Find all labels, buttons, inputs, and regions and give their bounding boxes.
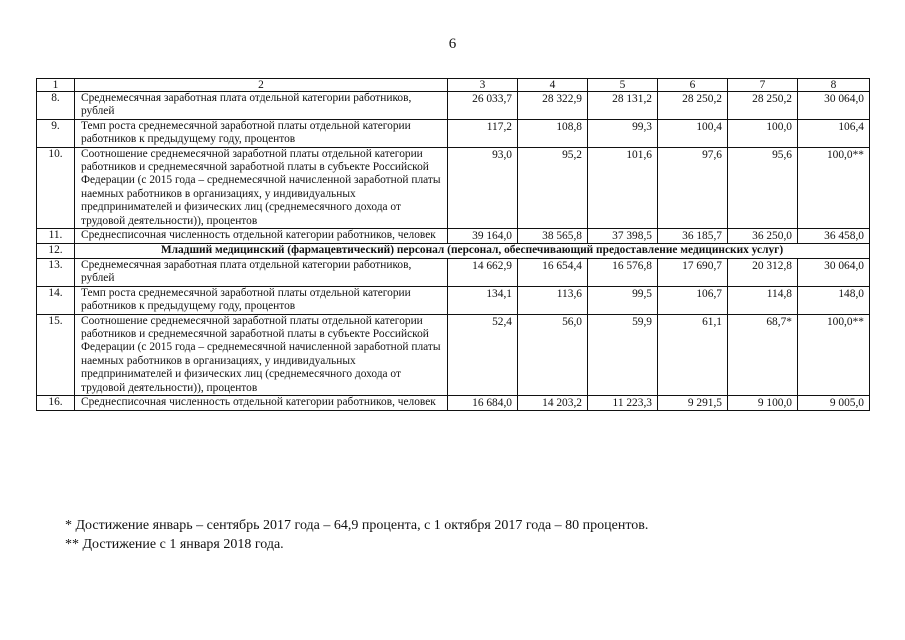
row-number: 9. xyxy=(37,119,75,147)
value-cell: 36 185,7 xyxy=(658,229,728,244)
value-cell: 56,0 xyxy=(518,314,588,395)
value-cell: 28 322,9 xyxy=(518,92,588,120)
row-number: 10. xyxy=(37,147,75,228)
footnotes xyxy=(65,516,648,554)
value-cell: 39 164,0 xyxy=(448,229,518,244)
value-cell: 148,0 xyxy=(798,286,870,314)
page-number: 6 xyxy=(448,36,457,52)
header-row xyxy=(37,79,870,92)
value-cell: 114,8 xyxy=(728,286,798,314)
value-cell: 14 662,9 xyxy=(448,258,518,286)
section-row xyxy=(37,244,870,258)
value-cell: 99,3 xyxy=(588,119,658,147)
table-row xyxy=(37,119,870,147)
table-row xyxy=(37,147,870,228)
value-cell: 97,6 xyxy=(658,147,728,228)
header-cell: 2 xyxy=(75,79,448,92)
header-cell: 5 xyxy=(588,79,658,92)
value-cell: 11 223,3 xyxy=(588,395,658,410)
row-number: 16. xyxy=(37,395,75,410)
row-description: Темп роста среднемесячной заработной платы отдельной категории работников к предыдущему году, процентов xyxy=(75,119,448,147)
value-cell: 93,0 xyxy=(448,147,518,228)
row-number: 14. xyxy=(37,286,75,314)
row-description: Темп роста среднемесячной заработной платы отдельной категории работников к предыдущему году, процентов xyxy=(75,286,448,314)
value-cell: 9 100,0 xyxy=(728,395,798,410)
value-cell: 20 312,8 xyxy=(728,258,798,286)
value-cell: 68,7* xyxy=(728,314,798,395)
value-cell: 37 398,5 xyxy=(588,229,658,244)
value-cell: 28 250,2 xyxy=(658,92,728,120)
value-cell: 108,8 xyxy=(518,119,588,147)
header-cell: 8 xyxy=(798,79,870,92)
value-cell: 99,5 xyxy=(588,286,658,314)
row-number: 8. xyxy=(37,92,75,120)
value-cell: 36 458,0 xyxy=(798,229,870,244)
table-row xyxy=(37,92,870,120)
value-cell: 30 064,0 xyxy=(798,258,870,286)
table-row xyxy=(37,258,870,286)
row-description: Соотношение среднемесячной заработной платы отдельной категории работников и среднемесячной заработной платы в субъекте Российской Федерации (с 2015 года – среднемесячной начисленной заработной платы наемных работников в организациях, у индивидуальных предпринимателей и физических лиц (среднемесячного дохода от трудовой деятельности)), процентов xyxy=(75,314,448,395)
row-description: Соотношение среднемесячной заработной платы отдельной категории работников и среднемесячной заработной платы в субъекте Российской Федерации (с 2015 года – среднемесячной начисленной заработной платы наемных работников в организациях, у индивидуальных предпринимателей и физических лиц (среднемесячного дохода от трудовой деятельности)), процентов xyxy=(75,147,448,228)
value-cell: 100,4 xyxy=(658,119,728,147)
value-cell: 134,1 xyxy=(448,286,518,314)
value-cell: 100,0 xyxy=(728,119,798,147)
value-cell: 16 654,4 xyxy=(518,258,588,286)
value-cell: 28 131,2 xyxy=(588,92,658,120)
section-heading: Младший медицинский (фармацевтический) персонал (персонал, обеспечивающий предоставление медицинских услуг) xyxy=(75,244,870,258)
value-cell: 59,9 xyxy=(588,314,658,395)
footnote: ** Достижение с 1 января 2018 года. xyxy=(65,537,284,552)
value-cell: 16 684,0 xyxy=(448,395,518,410)
row-number: 11. xyxy=(37,229,75,244)
row-number: 13. xyxy=(37,258,75,286)
header-cell: 4 xyxy=(518,79,588,92)
value-cell: 101,6 xyxy=(588,147,658,228)
row-number: 15. xyxy=(37,314,75,395)
table-row xyxy=(37,229,870,244)
header-cell: 6 xyxy=(658,79,728,92)
value-cell: 117,2 xyxy=(448,119,518,147)
row-description: Среднемесячная заработная плата отдельной категории работников, рублей xyxy=(75,92,448,120)
header-cell: 3 xyxy=(448,79,518,92)
table-row xyxy=(37,314,870,395)
table-row xyxy=(37,395,870,410)
value-cell: 30 064,0 xyxy=(798,92,870,120)
value-cell: 113,6 xyxy=(518,286,588,314)
value-cell: 16 576,8 xyxy=(588,258,658,286)
value-cell: 95,6 xyxy=(728,147,798,228)
row-description: Среднемесячная заработная плата отдельной категории работников, рублей xyxy=(75,258,448,286)
footnote: * Достижение январь – сентябрь 2017 года – 64,9 процента, с 1 октября 2017 года – 80 процентов. xyxy=(65,518,649,533)
value-cell: 106,7 xyxy=(658,286,728,314)
value-cell: 100,0** xyxy=(798,314,870,395)
value-cell: 28 250,2 xyxy=(728,92,798,120)
table-row xyxy=(37,286,870,314)
header-cell: 1 xyxy=(37,79,75,92)
row-description: Среднесписочная численность отдельной категории работников, человек xyxy=(75,229,448,244)
value-cell: 36 250,0 xyxy=(728,229,798,244)
value-cell: 26 033,7 xyxy=(448,92,518,120)
data-table xyxy=(36,78,870,411)
value-cell: 100,0** xyxy=(798,147,870,228)
value-cell: 61,1 xyxy=(658,314,728,395)
value-cell: 52,4 xyxy=(448,314,518,395)
value-cell: 9 005,0 xyxy=(798,395,870,410)
row-number: 12. xyxy=(37,244,75,258)
value-cell: 9 291,5 xyxy=(658,395,728,410)
value-cell: 17 690,7 xyxy=(658,258,728,286)
value-cell: 95,2 xyxy=(518,147,588,228)
header-cell: 7 xyxy=(728,79,798,92)
value-cell: 106,4 xyxy=(798,119,870,147)
row-description: Среднесписочная численность отдельной категории работников, человек xyxy=(75,395,448,410)
value-cell: 14 203,2 xyxy=(518,395,588,410)
value-cell: 38 565,8 xyxy=(518,229,588,244)
